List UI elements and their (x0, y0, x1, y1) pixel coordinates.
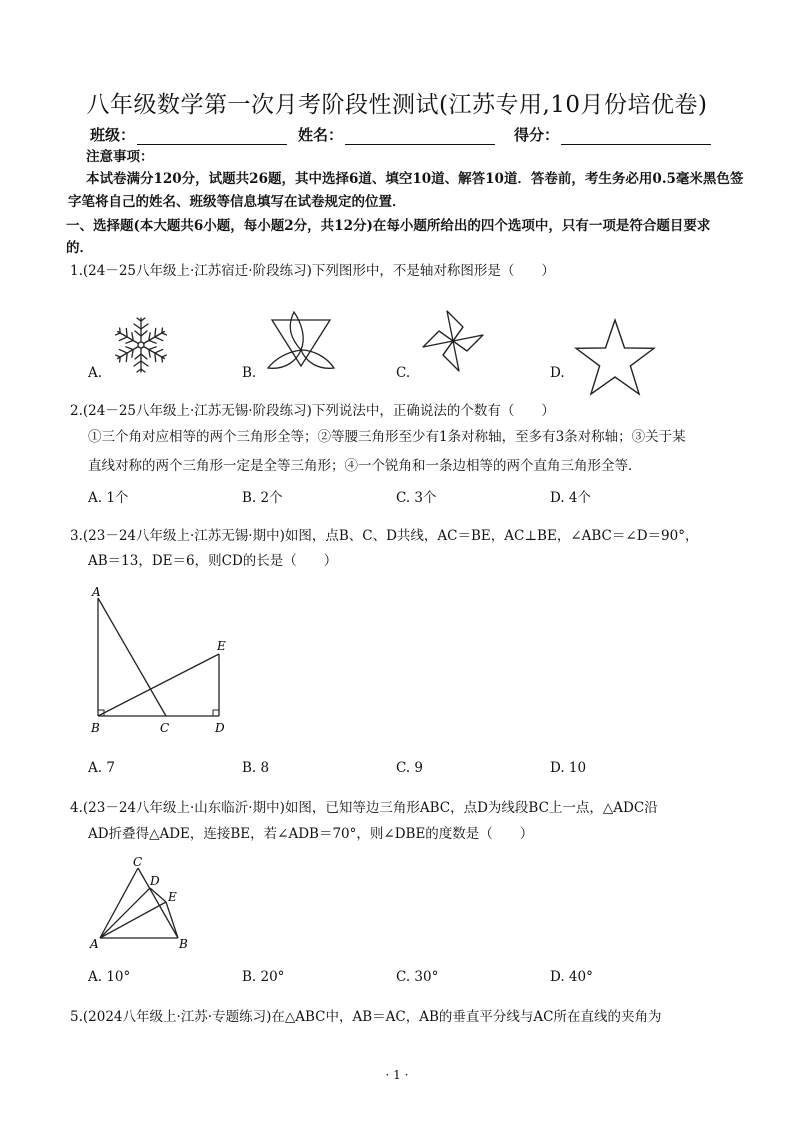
q3-figure (86, 584, 236, 740)
q4-label-a: A (90, 937, 99, 951)
q3-option-b[interactable]: B. 8 (242, 760, 270, 776)
q4-option-b[interactable]: B. 20° (242, 969, 285, 985)
score-label: 得分： (514, 126, 560, 144)
q2-option-d[interactable]: D. 4个 (550, 490, 592, 506)
q4-label-e: E (168, 890, 177, 904)
q4-label-d: D (150, 874, 160, 888)
q4-stem-cont: AD折叠得△ADE，连接BE，若∠ADB＝70°，则∠DBE的度数是（ ） (88, 826, 534, 842)
q3-option-a[interactable]: A. 7 (88, 760, 115, 776)
q3-option-d[interactable]: D. 10 (550, 760, 587, 776)
q4-option-c[interactable]: C. 30° (396, 969, 439, 985)
q3-stem-cont: AB＝13，DE＝6，则CD的长是（ ） (88, 553, 338, 569)
q3-label-c: C (160, 721, 170, 735)
notice-line-2: 字笔将自己的姓名、班级等信息填写在试卷规定的位置． (68, 194, 406, 210)
section-heading-cont: 的． (66, 240, 93, 256)
snowflake-figure (110, 314, 172, 376)
q3-label-b: B (91, 721, 100, 735)
q1-option-c[interactable]: C. (396, 365, 411, 381)
q1-option-a[interactable]: A. (88, 365, 103, 381)
name-label: 姓名： (298, 126, 344, 144)
q2-statement-2: 直线对称的两个三角形一定是全等三角形；④一个锐角和一条边相等的两个直角三角形全等． (88, 458, 642, 474)
page-number: · 1 · (385, 1068, 409, 1082)
q4-option-a[interactable]: A. 10° (88, 969, 131, 985)
q3-label-d: D (215, 721, 225, 735)
q4-label-c: C (133, 855, 143, 869)
q3-stem: 3.(23－24八年级上·江苏无锡·期中)如图，点B、C、D共线，AC＝BE，AC⊥BE，∠ABC＝∠D＝90°， (70, 528, 699, 544)
q4-label-b: B (179, 937, 188, 951)
q2-option-a[interactable]: A. 1个 (88, 490, 129, 506)
page-title: 八年级数学第一次月考阶段性测试(江苏专用,10月份培优卷) (86, 92, 708, 118)
q3-label-a: A (92, 585, 101, 599)
q1-option-d[interactable]: D. (550, 365, 565, 381)
score-field (514, 124, 711, 145)
class-label: 班级： (90, 126, 136, 144)
notice-line-1: 本试卷满分120分，试题共26题，其中选择6道、填空10道、解答10道．答卷前，考生务必用0.5毫米黑色签 (86, 171, 744, 187)
section-heading: 一、选择题(本大题共6小题，每小题2分，共12分)在每小题所给出的四个选项中，只有一项是符合题目要求 (66, 218, 711, 234)
q2-statement-1: ①三个角对应相等的两个三角形全等；②等腰三角形至少有1条对称轴，至多有3条对称轴；③关于某 (88, 429, 686, 445)
q4-stem: 4.(23－24八年级上·山东临沂·期中)如图，已知等边三角形ABC，点D为线段BC上一点，△ADC沿 (70, 800, 658, 816)
pinwheel-figure (414, 302, 492, 380)
q3-option-c[interactable]: C. 9 (396, 760, 424, 776)
triangle-leaf-figure (262, 310, 340, 378)
q5-stem: 5.(2024八年级上·江苏·专题练习)在△ABC中，AB＝AC，AB的垂直平分线与AC所在直线的夹角为 (70, 1009, 662, 1025)
q4-figure (88, 852, 198, 952)
q2-stem: 2.(24－25八年级上·江苏无锡·阶段练习)下列说法中，正确说法的个数有（ ） (70, 403, 555, 419)
score-blank (561, 130, 711, 145)
q4-option-d[interactable]: D. 40° (550, 969, 593, 985)
star-figure (574, 318, 656, 398)
q1-stem: 1.(24－25八年级上·江苏宿迁·阶段练习)下列图形中，不是轴对称图形是（ ） (70, 263, 555, 279)
name-blank (345, 130, 495, 145)
q1-option-b[interactable]: B. (242, 365, 257, 381)
q2-option-b[interactable]: B. 2个 (242, 490, 283, 506)
class-blank (137, 130, 287, 145)
class-field (90, 124, 287, 145)
q2-option-c[interactable]: C. 3个 (396, 490, 437, 506)
q3-label-e: E (217, 639, 226, 653)
name-field (298, 124, 495, 145)
notice-heading: 注意事项： (86, 149, 154, 165)
